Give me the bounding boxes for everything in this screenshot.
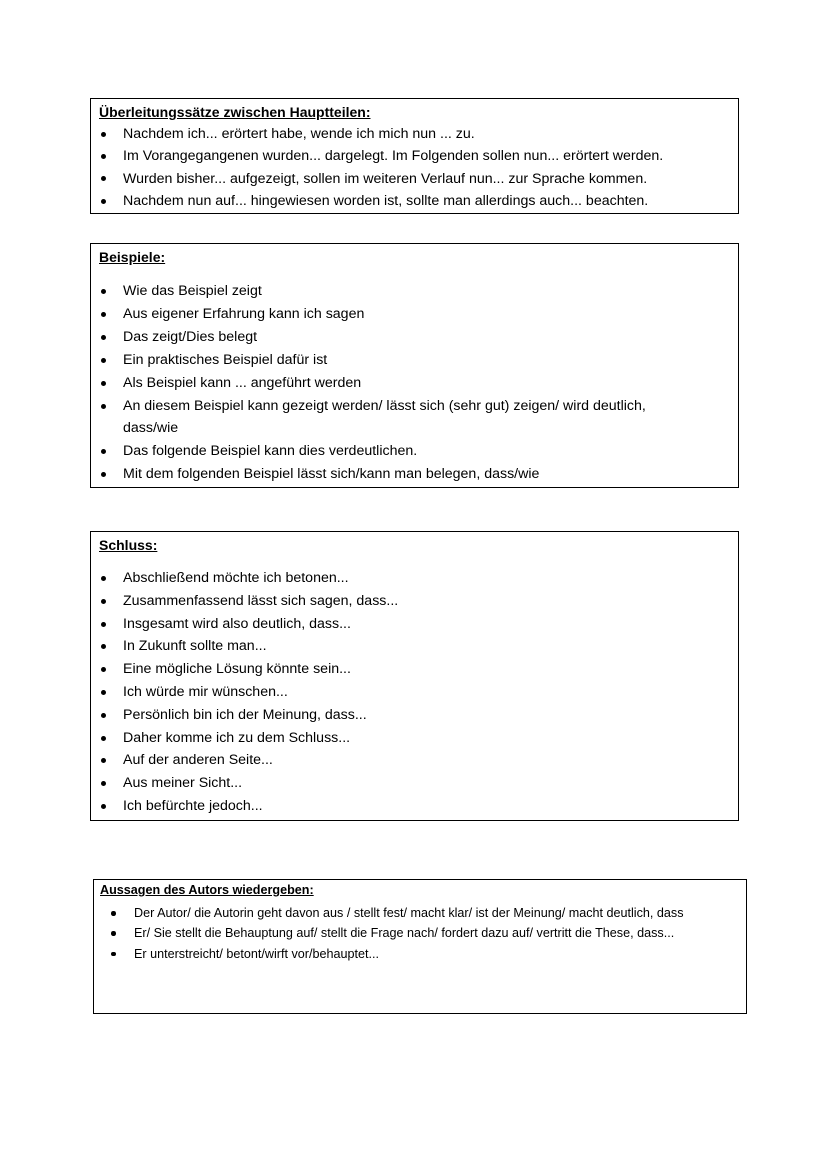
list-item: Mit dem folgenden Beispiel lässt sich/kann man belegen, dass/wie (91, 463, 738, 486)
list-item: Nachdem nun auf... hingewiesen worden ist, sollte man allerdings auch... beachten. (91, 190, 738, 212)
bullet-list (91, 123, 738, 212)
list-item: An diesem Beispiel kann gezeigt werden/ lässt sich (sehr gut) zeigen/ wird deutlich, dass/wie (91, 395, 738, 441)
list-item: Daher komme ich zu dem Schluss... (91, 727, 738, 750)
list-item: Das folgende Beispiel kann dies verdeutlichen. (91, 440, 738, 463)
list-item: Abschließend möchte ich betonen... (91, 567, 738, 590)
list-item: Ich würde mir wünschen... (91, 681, 738, 704)
list-item: Im Vorangegangenen wurden... dargelegt. Im Folgenden sollen nun... erörtert werden. (91, 145, 738, 167)
bullet-list (94, 903, 746, 964)
list-item: Das zeigt/Dies belegt (91, 326, 738, 349)
list-item: Er unterstreicht/ betont/wirft vor/behauptet... (94, 944, 746, 964)
list-item: Der Autor/ die Autorin geht davon aus / stellt fest/ macht klar/ ist der Meinung/ macht deutlich, dass (94, 903, 746, 923)
list-item: Eine mögliche Lösung könnte sein... (91, 658, 738, 681)
list-item: Wurden bisher... aufgezeigt, sollen im weiteren Verlauf nun... zur Sprache kommen. (91, 168, 738, 190)
bullet-list (91, 567, 738, 818)
section-title: Beispiele: (99, 249, 166, 265)
transition-sentences-box (90, 98, 739, 214)
author-statements-box (93, 879, 747, 1014)
conclusion-box (90, 531, 739, 821)
section-title: Aussagen des Autors wiedergeben: (100, 883, 314, 897)
list-item: Wie das Beispiel zeigt (91, 280, 738, 303)
list-item: In Zukunft sollte man... (91, 635, 738, 658)
list-item: Insgesamt wird also deutlich, dass... (91, 613, 738, 636)
list-item: Nachdem ich... erörtert habe, wende ich mich nun ... zu. (91, 123, 738, 145)
list-item: Auf der anderen Seite... (91, 749, 738, 772)
list-item: Ich befürchte jedoch... (91, 795, 738, 818)
section-title: Schluss: (99, 537, 158, 553)
list-item: Ein praktisches Beispiel dafür ist (91, 349, 738, 372)
list-item: Aus meiner Sicht... (91, 772, 738, 795)
list-item: Aus eigener Erfahrung kann ich sagen (91, 303, 738, 326)
section-title: Überleitungssätze zwischen Hauptteilen: (99, 104, 371, 120)
bullet-list (91, 280, 738, 486)
list-item: Als Beispiel kann ... angeführt werden (91, 372, 738, 395)
examples-box (90, 243, 739, 488)
list-item: Persönlich bin ich der Meinung, dass... (91, 704, 738, 727)
list-item: Zusammenfassend lässt sich sagen, dass... (91, 590, 738, 613)
list-item: Er/ Sie stellt die Behauptung auf/ stellt die Frage nach/ fordert dazu auf/ vertritt die These, dass... (94, 923, 746, 943)
